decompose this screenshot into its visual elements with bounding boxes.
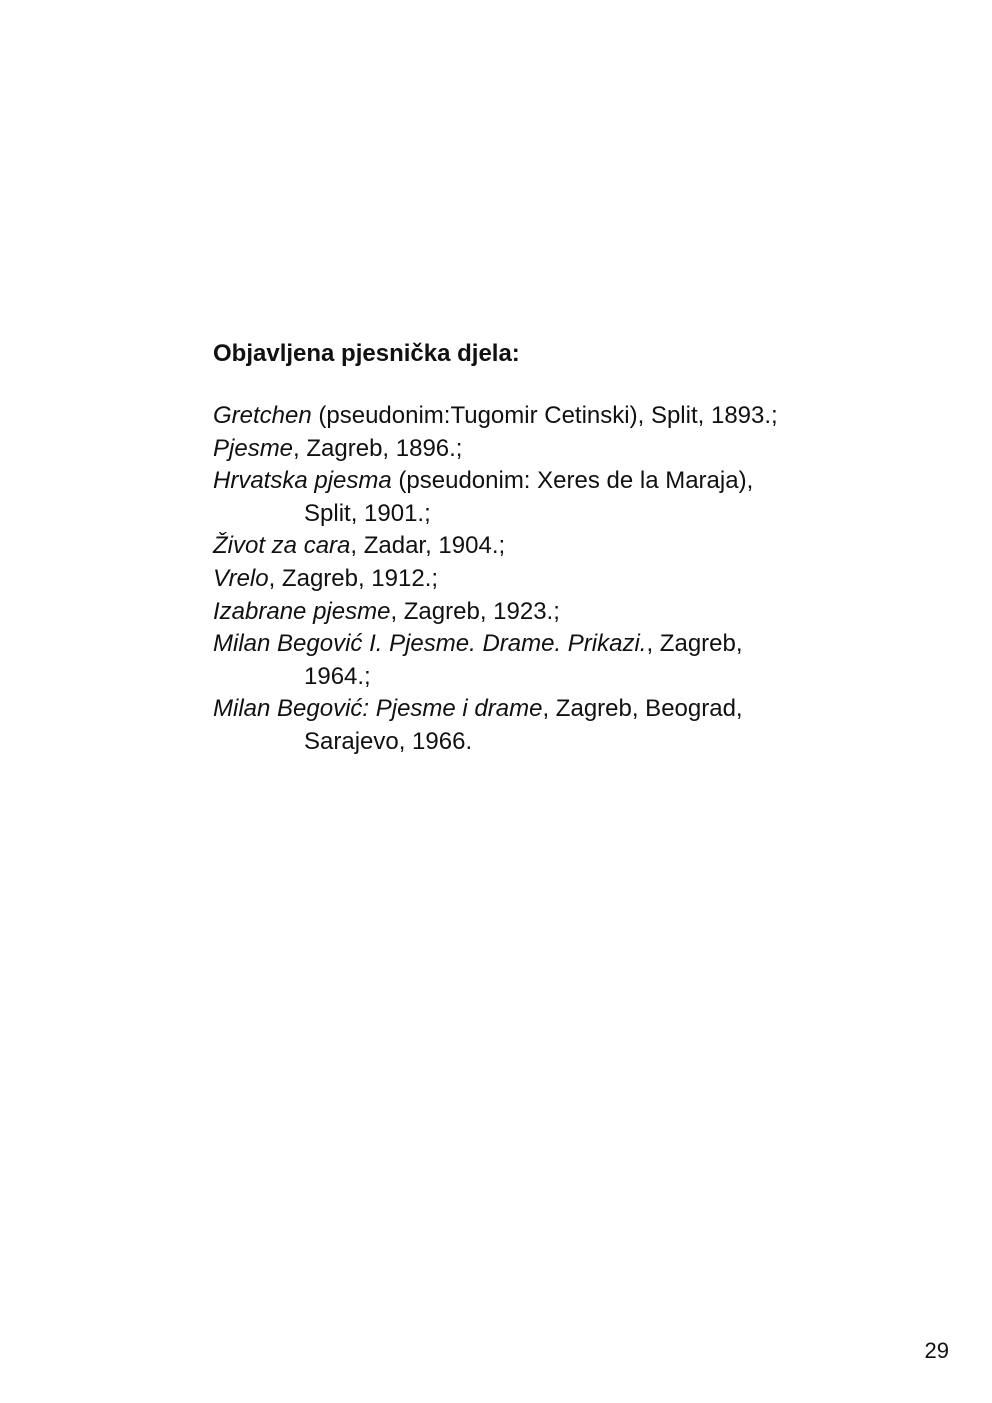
entry-continuation: Split, 1901.;	[304, 499, 431, 527]
work-details: , Zagreb, Beograd,	[542, 695, 743, 723]
work-details: , Zagreb,	[646, 630, 743, 658]
list-item	[213, 465, 913, 530]
list-item	[213, 563, 913, 596]
work-title: Pjesme	[213, 434, 294, 462]
entry-line	[213, 693, 913, 726]
entry-line	[213, 628, 913, 661]
entry-continuation: 1964.;	[304, 662, 371, 690]
work-details: , Zagreb, 1896.;	[293, 434, 463, 462]
work-details: , Zadar, 1904.;	[350, 532, 506, 560]
work-title: Život za cara	[213, 532, 351, 560]
entry-line	[213, 596, 913, 629]
work-details: (pseudonim:Tugomir Cetinski), Split, 1893.;	[311, 402, 778, 429]
work-title: Gretchen	[213, 402, 312, 429]
work-details: , Zagreb, 1912.;	[268, 564, 439, 592]
entry-line	[213, 433, 913, 466]
entry-line	[213, 563, 913, 596]
page-number: 29	[924, 1338, 949, 1363]
work-details: , Zagreb, 1923.;	[390, 597, 560, 625]
work-title: Milan Begović: Pjesme i drame	[213, 695, 543, 723]
entry-line	[213, 530, 913, 563]
entry-line	[213, 400, 913, 433]
work-title: Vrelo	[213, 564, 269, 592]
entry-continuation: Sarajevo, 1966.	[304, 727, 473, 755]
section-heading: Objavljena pjesnička djela:	[213, 340, 520, 367]
work-title: Milan Begović I. Pjesme. Drame. Prikazi.	[213, 630, 647, 658]
work-title: Izabrane pjesme	[213, 597, 391, 625]
works-list	[213, 400, 913, 759]
list-item	[213, 693, 913, 758]
work-details: (pseudonim: Xeres de la Maraja),	[391, 467, 754, 495]
list-item	[213, 596, 913, 629]
list-item	[213, 530, 913, 563]
list-item	[213, 400, 913, 433]
entry-line	[213, 465, 913, 498]
list-item	[213, 433, 913, 466]
work-title: Hrvatska pjesma	[213, 467, 392, 495]
list-item	[213, 628, 913, 693]
